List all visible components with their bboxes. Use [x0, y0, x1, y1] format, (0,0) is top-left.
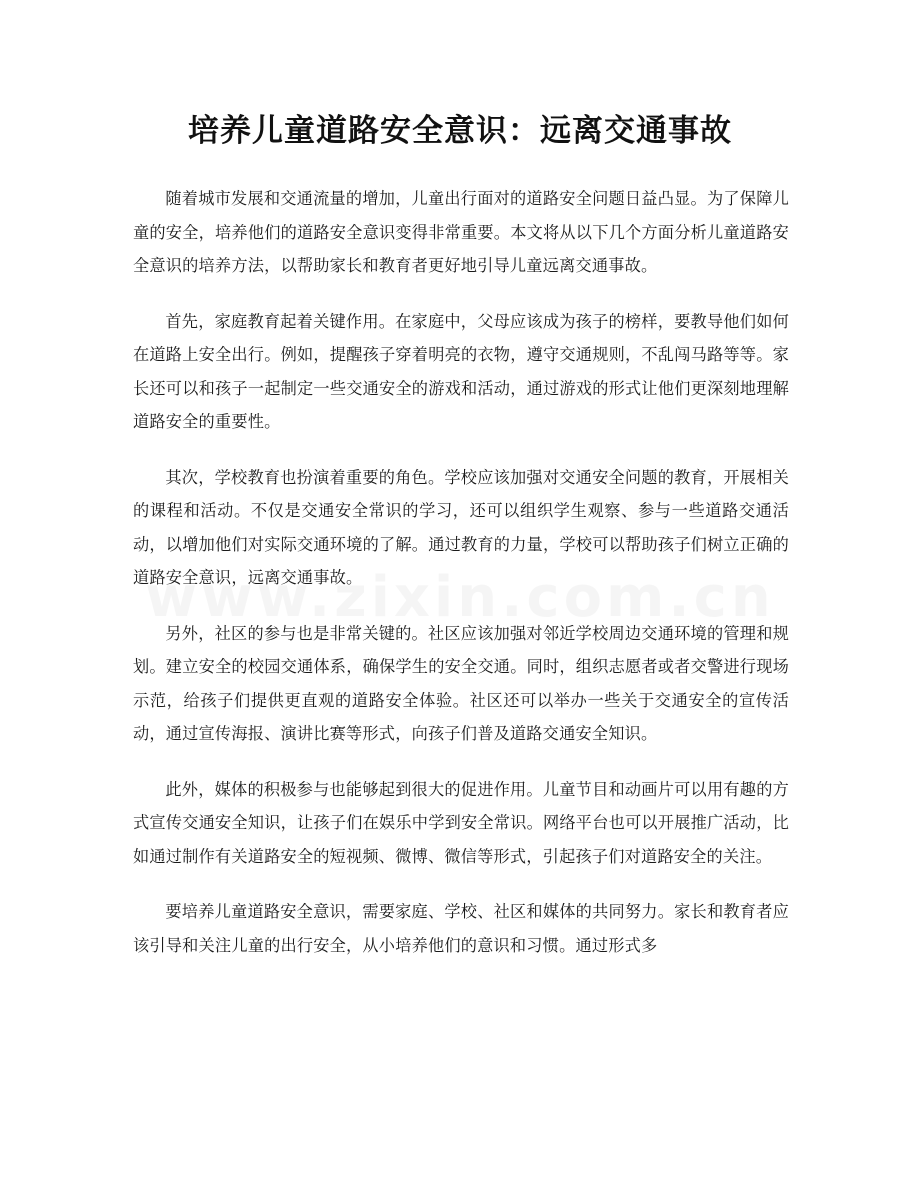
paragraph-community: 另外，社区的参与也是非常关键的。社区应该加强对邻近学校周边交通环境的管理和规划。建立安全的校园交通体系，确保学生的安全交通。同时，组织志愿者或者交警进行现场示范，给孩子们提供更直观的道路安全体验。社区还可以举办一些关于交通安全的宣传活动，通过宣传海报、演讲比赛等形式，向孩子们普及道路交通安全知识。	[133, 623, 789, 743]
document-title: 培养儿童道路安全意识：远离交通事故	[188, 113, 732, 149]
paragraph-intro: 随着城市发展和交通流量的增加，儿童出行面对的道路安全问题日益凸显。为了保障儿童的安全，培养他们的道路安全意识变得非常重要。本文将从以下几个方面分析儿童道路安全意识的培养方法，以帮助家长和教育者更好地引导儿童远离交通事故。	[133, 189, 789, 275]
paragraph-family-education: 首先，家庭教育起着关键作用。在家庭中，父母应该成为孩子的榜样，要教导他们如何在道路上安全出行。例如，提醒孩子穿着明亮的衣物，遵守交通规则，不乱闯马路等等。家长还可以和孩子一起制定一些交通安全的游戏和活动，通过游戏的形式让他们更深刻地理解道路安全的重要性。	[133, 311, 789, 431]
paragraph-school-education: 其次，学校教育也扮演着重要的角色。学校应该加强对交通安全问题的教育，开展相关的课程和活动。不仅是交通安全常识的学习，还可以组织学生观察、参与一些道路交通活动，以增加他们对实际交通环境的了解。通过教育的力量，学校可以帮助孩子们树立正确的道路安全意识，远离交通事故。	[133, 467, 789, 587]
document-body	[133, 182, 789, 984]
paragraph-media: 此外，媒体的积极参与也能够起到很大的促进作用。儿童节目和动画片可以用有趣的方式宣传交通安全知识，让孩子们在娱乐中学到安全常识。网络平台也可以开展推广活动，比如通过制作有关道路安全的短视频、微博、微信等形式，引起孩子们对道路安全的关注。	[133, 779, 789, 866]
paragraph-conclusion: 要培养儿童道路安全意识，需要家庭、学校、社区和媒体的共同努力。家长和教育者应该引导和关注儿童的出行安全，从小培养他们的意识和习惯。通过形式多	[133, 902, 789, 955]
